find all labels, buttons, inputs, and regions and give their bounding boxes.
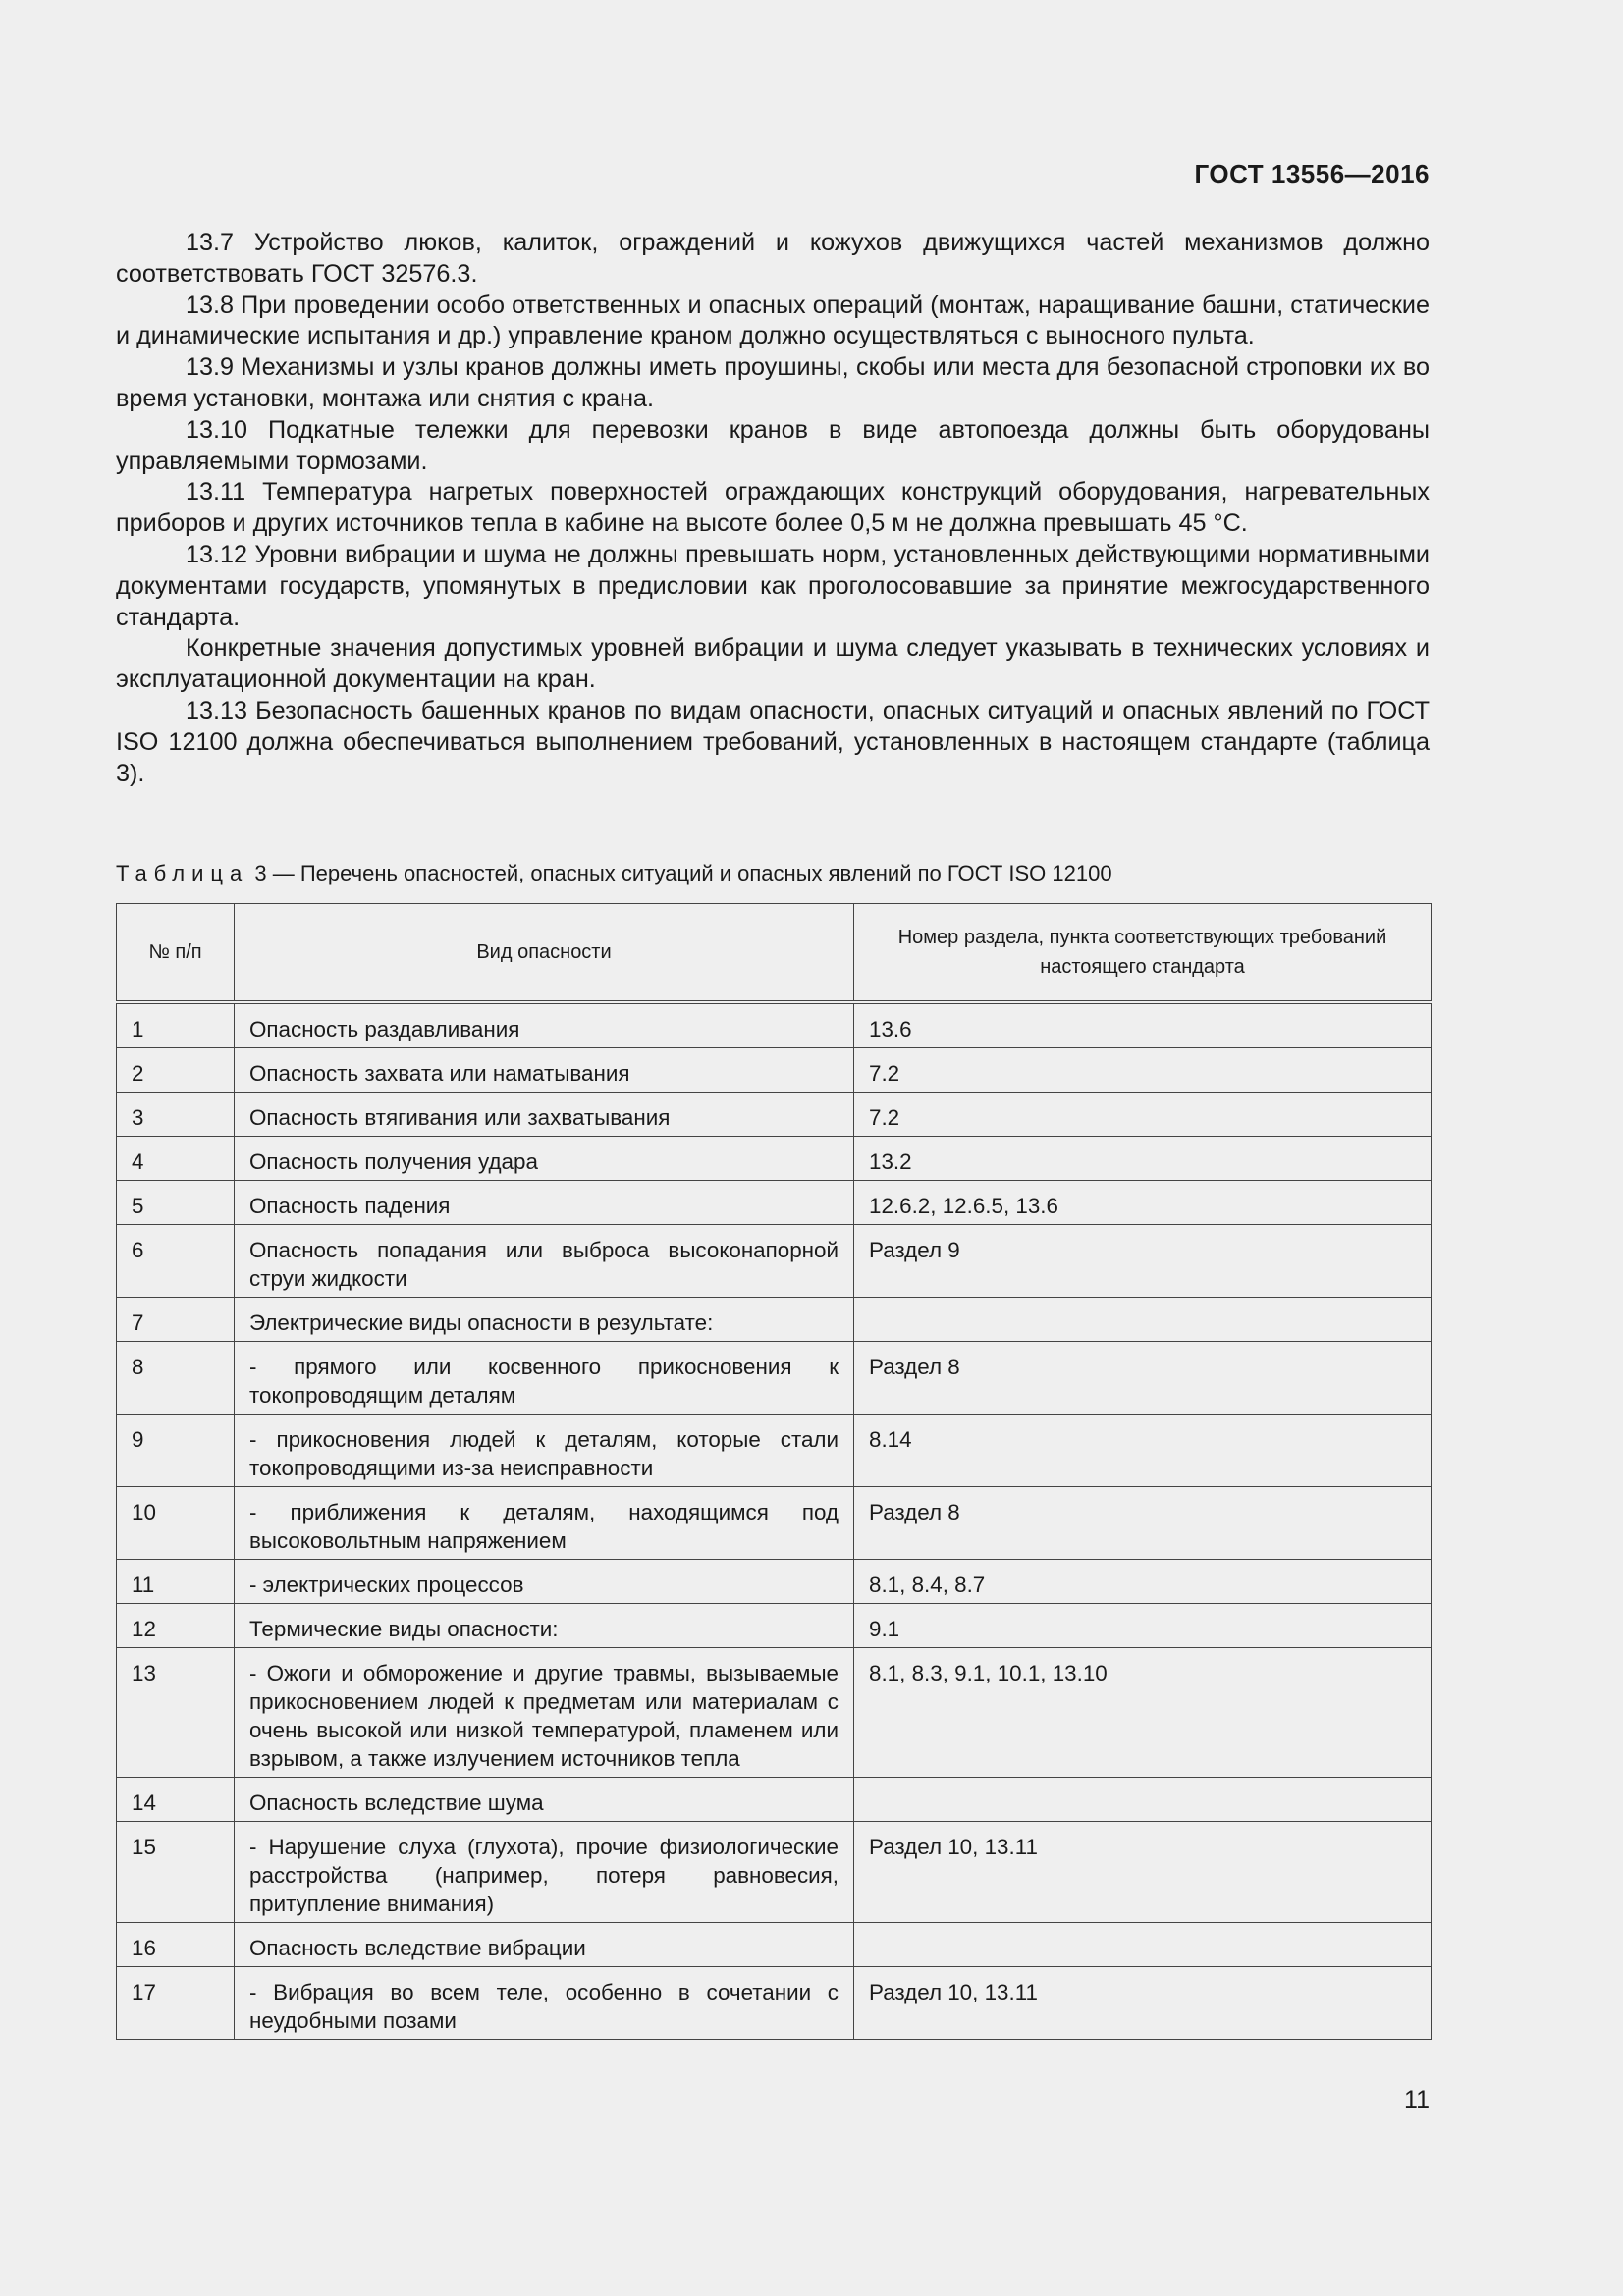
table-row xyxy=(117,1298,1432,1342)
row-reference: Раздел 8 xyxy=(854,1487,1432,1560)
row-number: 5 xyxy=(117,1181,235,1225)
table-row xyxy=(117,1342,1432,1415)
row-reference: Раздел 8 xyxy=(854,1342,1432,1415)
row-hazard: - Нарушение слуха (глухота), прочие физиологические расстройства (например, потеря равновесия, притупление внимания) xyxy=(235,1822,854,1923)
row-number: 16 xyxy=(117,1923,235,1967)
paragraph: 13.12 Уровни вибрации и шума не должны превышать норм, установленных действующими нормативными документами государств, упомянутых в предисловии как проголосовавшие за принятие межгосударственного стандарта. xyxy=(116,540,1430,631)
row-reference xyxy=(854,1778,1432,1822)
row-number: 10 xyxy=(117,1487,235,1560)
row-number: 15 xyxy=(117,1822,235,1923)
row-number: 11 xyxy=(117,1560,235,1604)
row-reference: 13.6 xyxy=(854,1002,1432,1048)
table-row xyxy=(117,1967,1432,2040)
table-row xyxy=(117,1560,1432,1604)
row-hazard: Опасность попадания или выброса высоконапорной струи жидкости xyxy=(235,1225,854,1298)
table-row xyxy=(117,1137,1432,1181)
row-hazard: - электрических процессов xyxy=(235,1560,854,1604)
row-number: 2 xyxy=(117,1048,235,1093)
row-number: 3 xyxy=(117,1093,235,1137)
table-row xyxy=(117,1923,1432,1967)
row-number: 4 xyxy=(117,1137,235,1181)
row-hazard: - приближения к деталям, находящимся под высоковольтным напряжением xyxy=(235,1487,854,1560)
row-number: 6 xyxy=(117,1225,235,1298)
table-row xyxy=(117,1048,1432,1093)
row-hazard: Опасность захвата или наматывания xyxy=(235,1048,854,1093)
paragraph: 13.13 Безопасность башенных кранов по видам опасности, опасных ситуаций и опасных явлений по ГОСТ ISO 12100 должна обеспечиваться выполнением требований, установленных в настоящем стандарте (таблица 3). xyxy=(116,696,1430,787)
row-reference: 12.6.2, 12.6.5, 13.6 xyxy=(854,1181,1432,1225)
table-row xyxy=(117,1778,1432,1822)
row-hazard: - Вибрация во всем теле, особенно в сочетании с неудобными позами xyxy=(235,1967,854,2040)
header-hazard-type: Вид опасности xyxy=(235,904,854,1003)
table-header-row xyxy=(117,904,1432,1003)
body-text xyxy=(116,228,1430,789)
row-reference: 8.1, 8.3, 9.1, 10.1, 13.10 xyxy=(854,1648,1432,1778)
row-hazard: Термические виды опасности: xyxy=(235,1604,854,1648)
row-hazard: Опасность вследствие шума xyxy=(235,1778,854,1822)
row-reference: Раздел 10, 13.11 xyxy=(854,1967,1432,2040)
table-row xyxy=(117,1225,1432,1298)
row-reference xyxy=(854,1923,1432,1967)
row-reference: 7.2 xyxy=(854,1093,1432,1137)
row-reference: Раздел 10, 13.11 xyxy=(854,1822,1432,1923)
row-hazard: Электрические виды опасности в результате: xyxy=(235,1298,854,1342)
row-reference: 7.2 xyxy=(854,1048,1432,1093)
header-section-ref: Номер раздела, пункта соответствующих требований настоящего стандарта xyxy=(854,904,1432,1003)
row-reference: 13.2 xyxy=(854,1137,1432,1181)
paragraph: 13.11 Температура нагретых поверхностей ограждающих конструкций оборудования, нагревательных приборов и других источников тепла в кабине на высоте более 0,5 м не должна превышать 45 °С. xyxy=(116,478,1430,538)
table-row xyxy=(117,1487,1432,1560)
row-hazard: Опасность втягивания или захватывания xyxy=(235,1093,854,1137)
table-row xyxy=(117,1648,1432,1778)
table-row xyxy=(117,1415,1432,1487)
table-row xyxy=(117,1604,1432,1648)
paragraph: 13.10 Подкатные тележки для перевозки кранов в виде автопоезда должны быть оборудованы управляемыми тормозами. xyxy=(116,415,1430,475)
page-number: 11 xyxy=(1404,2086,1430,2113)
paragraph: 13.8 При проведении особо ответственных и опасных операций (монтаж, наращивание башни, статические и динамические испытания и др.) управление краном должно осуществляться с выносного пульта. xyxy=(116,291,1430,350)
table-row xyxy=(117,1093,1432,1137)
row-number: 8 xyxy=(117,1342,235,1415)
row-reference: 8.14 xyxy=(854,1415,1432,1487)
table-row xyxy=(117,1181,1432,1225)
row-reference: Раздел 9 xyxy=(854,1225,1432,1298)
row-number: 1 xyxy=(117,1002,235,1048)
paragraph: Конкретные значения допустимых уровней вибрации и шума следует указывать в технических условиях и эксплуатационной документации на кран. xyxy=(116,634,1430,694)
row-number: 12 xyxy=(117,1604,235,1648)
table-caption-text: 3 — Перечень опасностей, опасных ситуаций и опасных явлений по ГОСТ ISO 12100 xyxy=(254,861,1112,885)
header-number: № п/п xyxy=(117,904,235,1003)
paragraph: 13.7 Устройство люков, калиток, ограждений и кожухов движущихся частей механизмов должно соответствовать ГОСТ 32576.3. xyxy=(116,229,1430,288)
row-reference: 8.1, 8.4, 8.7 xyxy=(854,1560,1432,1604)
table-body xyxy=(117,1002,1432,2040)
table-caption-label: Таблица xyxy=(116,861,249,885)
row-hazard: Опасность вследствие вибрации xyxy=(235,1923,854,1967)
document-header: ГОСТ 13556—2016 xyxy=(1194,159,1430,188)
row-hazard: - прямого или косвенного прикосновения к токопроводящим деталям xyxy=(235,1342,854,1415)
table-row xyxy=(117,1822,1432,1923)
hazards-table xyxy=(116,903,1432,2040)
row-number: 13 xyxy=(117,1648,235,1778)
row-number: 9 xyxy=(117,1415,235,1487)
table-row xyxy=(117,1002,1432,1048)
row-hazard: Опасность раздавливания xyxy=(235,1002,854,1048)
row-reference xyxy=(854,1298,1432,1342)
row-hazard: Опасность получения удара xyxy=(235,1137,854,1181)
table-caption xyxy=(116,860,1112,887)
row-hazard: Опасность падения xyxy=(235,1181,854,1225)
row-number: 17 xyxy=(117,1967,235,2040)
row-hazard: - Ожоги и обморожение и другие травмы, вызываемые прикосновением людей к предметам или материалам с очень высокой или низкой температурой, пламенем или взрывом, а также излучением источников тепла xyxy=(235,1648,854,1778)
row-number: 7 xyxy=(117,1298,235,1342)
row-reference: 9.1 xyxy=(854,1604,1432,1648)
row-hazard: - прикосновения людей к деталям, которые стали токопроводящими из-за неисправности xyxy=(235,1415,854,1487)
paragraph: 13.9 Механизмы и узлы кранов должны иметь проушины, скобы или места для безопасной строповки их во время установки, монтажа или снятия с крана. xyxy=(116,353,1430,412)
row-number: 14 xyxy=(117,1778,235,1822)
